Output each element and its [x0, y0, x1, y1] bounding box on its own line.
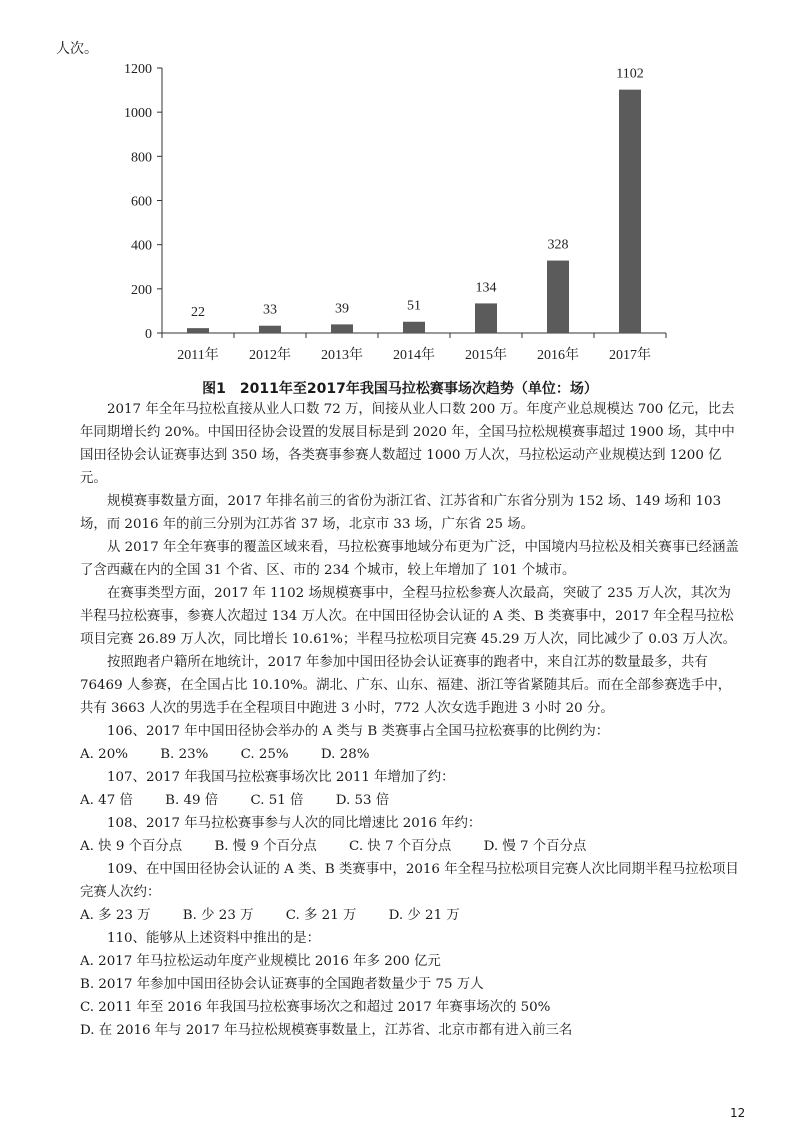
question-106: 106、2017 年中国田径协会举办的 A 类与 B 类赛事占全国马拉松赛事的比例约为：: [107, 724, 610, 739]
x-tick-label: 2011年: [177, 348, 219, 363]
y-tick-label: 0: [145, 327, 152, 342]
question-107: 107、2017 年我国马拉松赛事场次比 2011 年增加了约：: [107, 770, 455, 785]
options-108: [80, 835, 740, 858]
option-b: B. 49 倍: [165, 793, 219, 808]
question-108: 108、2017 年马拉松赛事参与人次的同比增速比 2016 年约：: [107, 816, 482, 831]
option-c: C. 快 7 个百分点: [349, 839, 452, 854]
data-label: 51: [407, 298, 421, 314]
paragraph-1: 2017 年全年马拉松直接从业人口数 72 万，间接从业人口数 200 万。年度产业总规模达 700 亿元，比去年同期增长约 20%。中国田径协会设置的发展目标是到 2020 年，全国马拉松规模赛事超过 1900 场，其中中国田径协会认证赛事达到 350 场，各类赛事参赛人数超过 1000 万人次，马拉松运动产业规模达到 1200 亿元。: [80, 402, 735, 486]
option-a: A. 20%: [80, 747, 128, 762]
chart-caption: 图1 2011年至2017年我国马拉松赛事场次趋势（单位：场）: [202, 381, 598, 397]
x-tick-label: 2015年: [465, 348, 507, 363]
paragraph-2: 规模赛事数量方面，2017 年排名前三的省份为浙江省、江苏省和广东省分别为 152 场、149 场和 103 场，而 2016 年的前三分别为江苏省 37 场，北京市 33 场，广东省 25 场。: [80, 494, 722, 532]
option-d: D. 28%: [320, 747, 370, 762]
x-tick-label: 2016年: [537, 348, 579, 363]
paragraph-4: 在赛事类型方面，2017 年 1102 场规模赛事中，全程马拉松参赛人次最高，突破了 235 万人次，其次为半程马拉松赛事，参赛人次超过 134 万人次。在中国田径协会认证的 A 类、B 类赛事中，2017 年全程马拉松项目完赛 26.89 万人次，同比增长 10.61%；半程马拉松项目完赛 45.29 万人次，同比减少了 0.03 万人次。: [80, 586, 737, 647]
question-110: 110、能够从上述资料中推出的是：: [107, 931, 321, 946]
paragraph-5: 按照跑者户籍所在地统计，2017 年参加中国田径协会认证赛事的跑者中，来自江苏的数量最多，共有 76469 人参赛，在全国占比 10.10%。湖北、广东、山东、福建、浙江等省紧随其后。而在全部参赛选手中，共有 3663 人次的男选手在全程项目中跑进 3 小时，772 人次女选手跑进 3 小时 20 分。: [80, 655, 732, 716]
bar-2015年: [475, 303, 497, 333]
options-106: [80, 743, 740, 766]
bar-2014年: [403, 322, 425, 333]
option-b: B. 少 23 万: [182, 908, 254, 923]
option-a: A. 47 倍: [80, 793, 133, 808]
article-body: [80, 398, 740, 1042]
data-label: 22: [191, 305, 205, 321]
option-b: B. 慢 9 个百分点: [214, 839, 317, 854]
bar-2016年: [547, 261, 569, 333]
option-d: D. 少 21 万: [388, 908, 460, 923]
option-d: D. 在 2016 年与 2017 年马拉松规模赛事数量上，江苏省、北京市都有进入前三名: [80, 1023, 573, 1038]
page-number: 12: [730, 1106, 746, 1120]
x-tick-label: 2013年: [321, 348, 363, 363]
y-tick-label: 1200: [124, 62, 152, 77]
option-a: A. 多 23 万: [80, 908, 151, 923]
options-109: [80, 904, 740, 927]
option-c: C. 25%: [240, 747, 289, 762]
option-d: D. 慢 7 个百分点: [483, 839, 587, 854]
bar-2013年: [331, 324, 353, 333]
option-c: C. 2011 年至 2016 年我国马拉松赛事场次之和超过 2017 年赛事场次的 50%: [80, 1000, 551, 1015]
bar-2011年: [187, 328, 209, 333]
option-d: D. 53 倍: [335, 793, 390, 808]
y-tick-label: 600: [131, 194, 152, 210]
bar-2012年: [259, 326, 281, 333]
y-tick-label: 800: [131, 150, 152, 166]
option-b: B. 2017 年参加中国田径协会认证赛事的全国跑者数量少于 75 万人: [80, 977, 484, 992]
data-label: 1102: [616, 66, 644, 82]
question-109: 109、在中国田径协会认证的 A 类、B 类赛事中，2016 年全程马拉松项目完赛人次比同期半程马拉松项目完赛人次约：: [80, 862, 739, 900]
option-b: B. 23%: [160, 747, 209, 762]
data-label: 134: [475, 280, 497, 296]
bar-2017年: [619, 90, 641, 333]
x-tick-label: 2014年: [393, 348, 435, 363]
continued-text-fragment: 人次。: [56, 41, 98, 57]
data-label: 39: [335, 301, 349, 317]
paragraph-3: 从 2017 年全年赛事的覆盖区域来看，马拉松赛事地域分布更为广泛，中国境内马拉松及相关赛事已经涵盖了含西藏在内的全国 31 个省、区、市的 234 个城市，较上年增加了 101 个城市。: [80, 540, 739, 578]
data-label: 33: [263, 302, 277, 318]
bar-chart: [0, 0, 800, 378]
y-tick-label: 200: [131, 282, 152, 298]
options-107: [80, 789, 740, 812]
x-tick-label: 2012年: [249, 348, 291, 363]
option-c: C. 51 倍: [250, 793, 304, 808]
option-a: A. 快 9 个百分点: [80, 839, 183, 854]
data-label: 328: [547, 237, 569, 253]
y-tick-label: 400: [131, 238, 152, 254]
option-c: C. 多 21 万: [285, 908, 357, 923]
y-tick-label: 1000: [124, 106, 152, 122]
option-a: A. 2017 年马拉松运动年度产业规模比 2016 年多 200 亿元: [80, 954, 441, 969]
x-tick-label: 2017年: [609, 348, 651, 363]
